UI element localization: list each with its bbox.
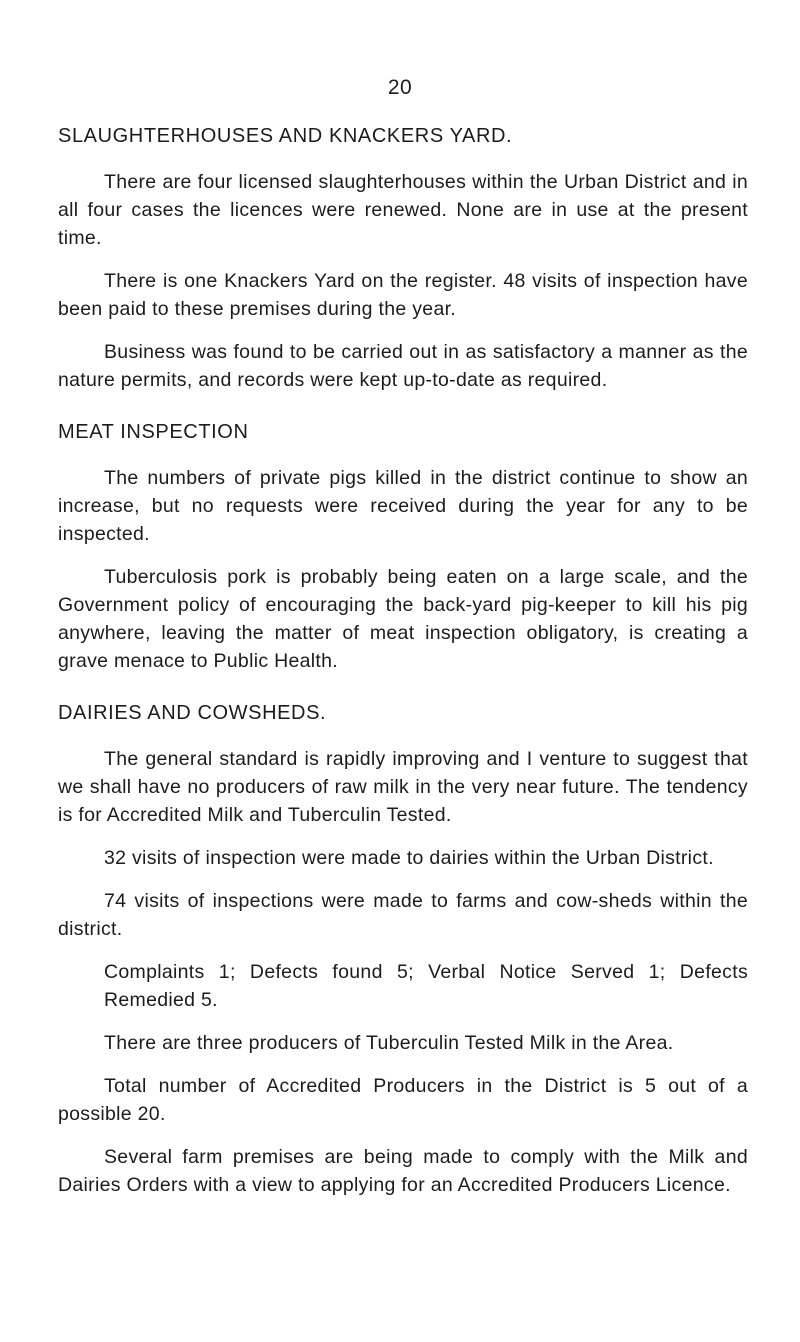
paragraph: The numbers of private pigs killed in the district continue to show an increase, but no requests were received during the year for any to be inspected. (58, 467, 748, 545)
page-number: 20 (387, 76, 413, 99)
paragraph: The general standard is rapidly improving and I venture to suggest that we shall have no producers of raw milk in the very near future. The tendency is for Accredited Milk and Tuberculin Tested. (58, 748, 748, 826)
paragraph: There are three producers of Tuberculin Tested Milk in the Area. (104, 1032, 674, 1054)
statistics-block (58, 958, 748, 1014)
section-heading-slaughterhouses: SLAUGHTERHOUSES AND KNACKERS YARD. (58, 125, 513, 147)
section-heading-meat-inspection: MEAT INSPECTION (58, 421, 249, 443)
statistics-line: Complaints 1; Defects found 5; Verbal Notice Served 1; Defects Remedied 5. (104, 961, 748, 1011)
paragraph: There is one Knackers Yard on the register. 48 visits of inspection have been paid to these premises during the year. (58, 270, 748, 320)
paragraph: Business was found to be carried out in as satisfactory a manner as the nature permits, and records were kept up-to-date as required. (58, 341, 748, 391)
paragraph: 32 visits of inspection were made to dairies within the Urban District. (104, 847, 714, 869)
paragraph: There are four licensed slaughterhouses within the Urban District and in all four cases the licences were renewed. None are in use at the present time. (58, 171, 748, 249)
document-body (58, 122, 748, 1199)
paragraph: Several farm premises are being made to comply with the Milk and Dairies Orders with a view to applying for an Accredited Producers Licence. (58, 1146, 748, 1196)
paragraph: Total number of Accredited Producers in the District is 5 out of a possible 20. (58, 1075, 748, 1125)
section-heading-dairies: DAIRIES AND COWSHEDS. (58, 702, 327, 724)
paragraph: Tuberculosis pork is probably being eaten on a large scale, and the Government policy of encouraging the back-yard pig-keeper to kill his pig anywhere, leaving the matter of meat inspection obligatory, is creating a grave menace to Public Health. (58, 566, 748, 672)
paragraph: 74 visits of inspections were made to farms and cow-sheds within the district. (58, 890, 748, 940)
